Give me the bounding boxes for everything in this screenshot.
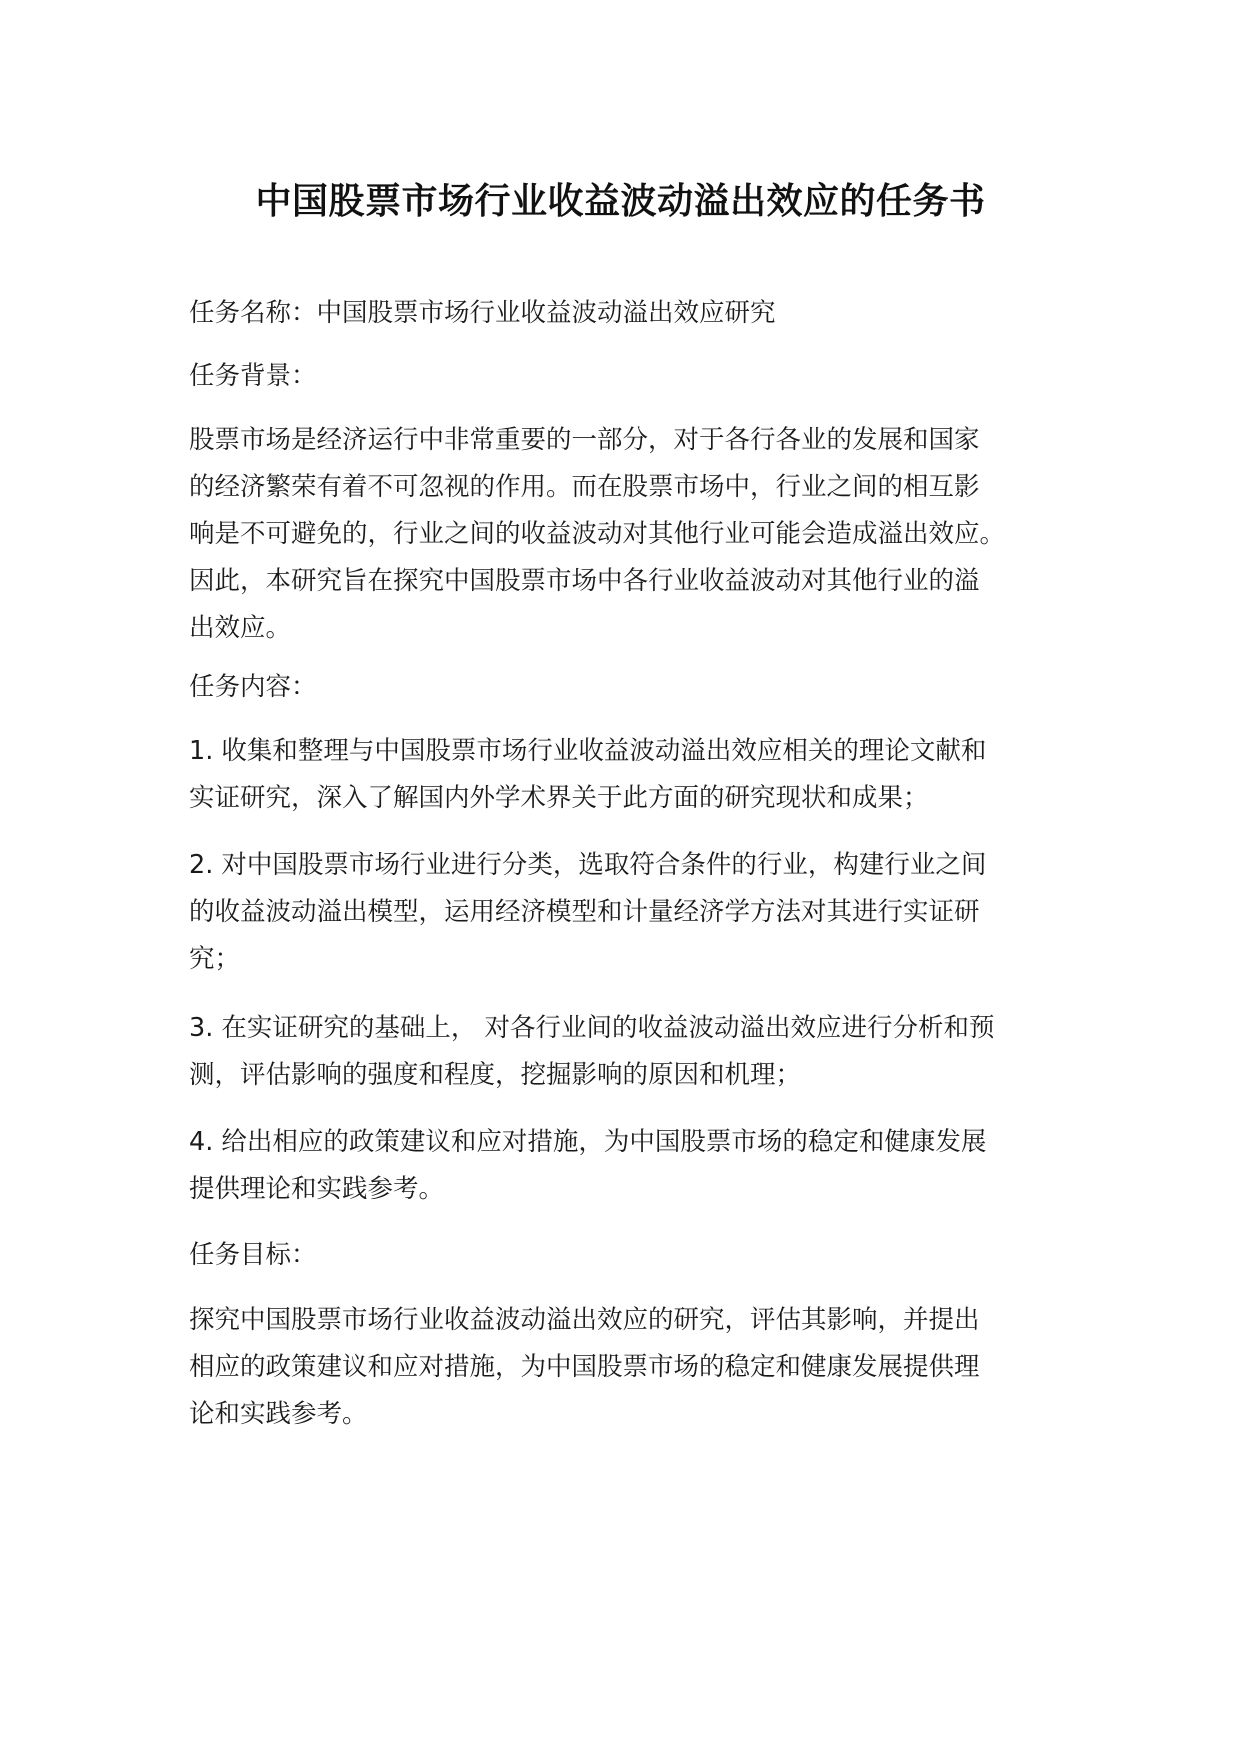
background-line: 响是不可避免的，行业之间的收益波动对其他行业可能会造成溢出效应。 (189, 519, 1006, 549)
background-line: 出效应。 (189, 613, 292, 643)
background-heading: 任务背景： (189, 361, 317, 391)
content-item-line: 4. 给出相应的政策建议和应对措施，为中国股票市场的稳定和健康发展 (189, 1127, 987, 1157)
goal-heading: 任务目标： (189, 1240, 317, 1270)
content-item-line: 实证研究，深入了解国内外学术界关于此方面的研究现状和成果； (189, 783, 929, 813)
goal-line: 探究中国股票市场行业收益波动溢出效应的研究，评估其影响，并提出 (189, 1305, 980, 1335)
task-name: 任务名称：中国股票市场行业收益波动溢出效应研究 (189, 298, 776, 328)
content-item-1 (189, 728, 1059, 822)
background-line: 的经济繁荣有着不可忽视的作用。而在股票市场中，行业之间的相互影 (189, 472, 980, 502)
goal-line: 相应的政策建议和应对措施，为中国股票市场的稳定和健康发展提供理 (189, 1352, 980, 1382)
content-item-line: 提供理论和实践参考。 (189, 1174, 445, 1204)
content-item-4 (189, 1119, 1059, 1213)
goal-line: 论和实践参考。 (189, 1399, 368, 1429)
background-line: 股票市场是经济运行中非常重要的一部分，对于各行各业的发展和国家 (189, 425, 980, 455)
content-item-3 (189, 1005, 1059, 1099)
background-line: 因此，本研究旨在探究中国股票市场中各行业收益波动对其他行业的溢 (189, 566, 980, 596)
document-title: 中国股票市场行业收益波动溢出效应的任务书 (255, 181, 986, 222)
content-item-line: 2. 对中国股票市场行业进行分类，选取符合条件的行业，构建行业之间 (189, 850, 987, 880)
background-paragraph (189, 417, 1059, 652)
content-item-line: 测，评估影响的强度和程度，挖掘影响的原因和机理； (189, 1060, 802, 1090)
content-item-2 (189, 842, 1059, 983)
content-item-line: 1. 收集和整理与中国股票市场行业收益波动溢出效应相关的理论文献和 (189, 736, 987, 766)
content-item-line: 的收益波动溢出模型，运用经济模型和计量经济学方法对其进行实证研 (189, 897, 980, 927)
content-heading: 任务内容： (189, 672, 317, 702)
content-item-line: 究； (189, 944, 241, 974)
content-item-line: 3. 在实证研究的基础上， 对各行业间的收益波动溢出效应进行分析和预 (189, 1013, 995, 1043)
goal-paragraph (189, 1297, 1059, 1438)
